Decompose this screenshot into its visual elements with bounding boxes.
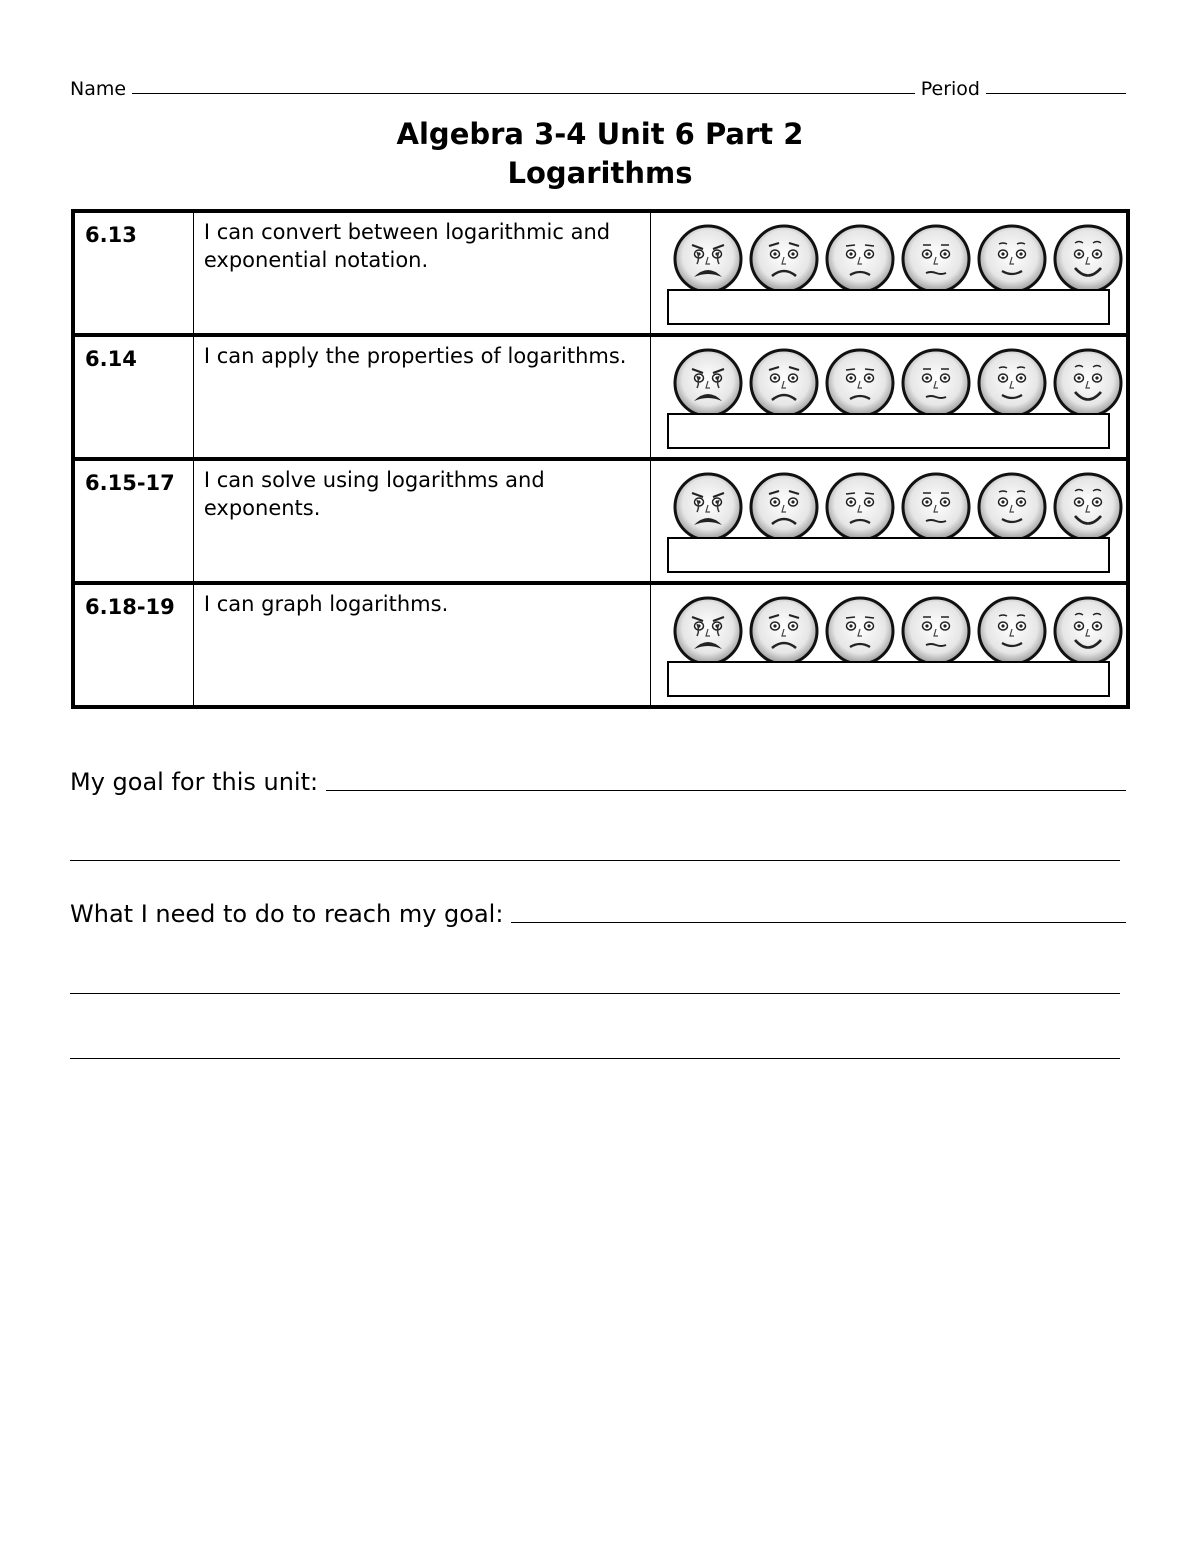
name-field[interactable] [132, 93, 915, 94]
goal-label: My goal for this unit: [70, 768, 319, 796]
period-field[interactable] [986, 93, 1126, 94]
neutral-face-icon[interactable] [898, 221, 974, 297]
worried-face-icon[interactable] [746, 469, 822, 545]
rating-box[interactable] [667, 537, 1110, 573]
page-title: Algebra 3-4 Unit 6 Part 2 [396, 117, 804, 151]
plan-line [70, 900, 1126, 928]
goal-field[interactable] [326, 790, 1126, 791]
target-row [73, 459, 1128, 583]
target-row [73, 583, 1128, 707]
worried-face-icon[interactable] [746, 345, 822, 421]
worried-face-icon[interactable] [746, 221, 822, 297]
sad-face-icon[interactable] [822, 221, 898, 297]
self-rating-cell [651, 583, 1129, 707]
plan-field[interactable] [511, 922, 1126, 923]
happy-face-icon[interactable] [1050, 345, 1126, 421]
crying-face-icon[interactable] [670, 593, 746, 669]
learning-targets-table [71, 209, 1130, 709]
rating-box[interactable] [667, 289, 1110, 325]
goal-continuation-line[interactable] [70, 860, 1120, 861]
happy-face-icon[interactable] [1050, 469, 1126, 545]
rating-faces [651, 585, 1126, 669]
crying-face-icon[interactable] [670, 469, 746, 545]
rating-faces [651, 213, 1126, 297]
rating-faces [651, 337, 1126, 421]
neutral-face-icon[interactable] [898, 469, 974, 545]
target-row [73, 335, 1128, 459]
content-face-icon[interactable] [974, 345, 1050, 421]
target-code: 6.18-19 [73, 583, 193, 707]
rating-box[interactable] [667, 413, 1110, 449]
rating-faces [651, 461, 1126, 545]
target-code: 6.13 [73, 211, 193, 335]
target-description: I can graph logarithms. [193, 583, 650, 707]
page-subtitle: Logarithms [507, 156, 693, 190]
neutral-face-icon[interactable] [898, 593, 974, 669]
name-period-header [70, 70, 1126, 100]
plan-continuation-line-1[interactable] [70, 993, 1120, 994]
content-face-icon[interactable] [974, 593, 1050, 669]
target-description: I can convert between logarithmic and exponential notation. [193, 211, 650, 335]
neutral-face-icon[interactable] [898, 345, 974, 421]
period-label: Period [920, 78, 980, 100]
plan-continuation-line-2[interactable] [70, 1058, 1120, 1059]
self-rating-cell [651, 335, 1129, 459]
content-face-icon[interactable] [974, 469, 1050, 545]
target-code: 6.14 [73, 335, 193, 459]
content-face-icon[interactable] [974, 221, 1050, 297]
crying-face-icon[interactable] [670, 221, 746, 297]
self-rating-cell [651, 211, 1129, 335]
rating-box[interactable] [667, 661, 1110, 697]
target-description: I can apply the properties of logarithms. [193, 335, 650, 459]
happy-face-icon[interactable] [1050, 593, 1126, 669]
worried-face-icon[interactable] [746, 593, 822, 669]
sad-face-icon[interactable] [822, 593, 898, 669]
target-description: I can solve using logarithms and exponents. [193, 459, 650, 583]
target-code: 6.15-17 [73, 459, 193, 583]
self-rating-cell [651, 459, 1129, 583]
name-label: Name [70, 78, 127, 100]
sad-face-icon[interactable] [822, 345, 898, 421]
sad-face-icon[interactable] [822, 469, 898, 545]
happy-face-icon[interactable] [1050, 221, 1126, 297]
crying-face-icon[interactable] [670, 345, 746, 421]
target-row [73, 211, 1128, 335]
plan-label: What I need to do to reach my goal: [70, 900, 504, 928]
goal-line [70, 768, 1126, 796]
